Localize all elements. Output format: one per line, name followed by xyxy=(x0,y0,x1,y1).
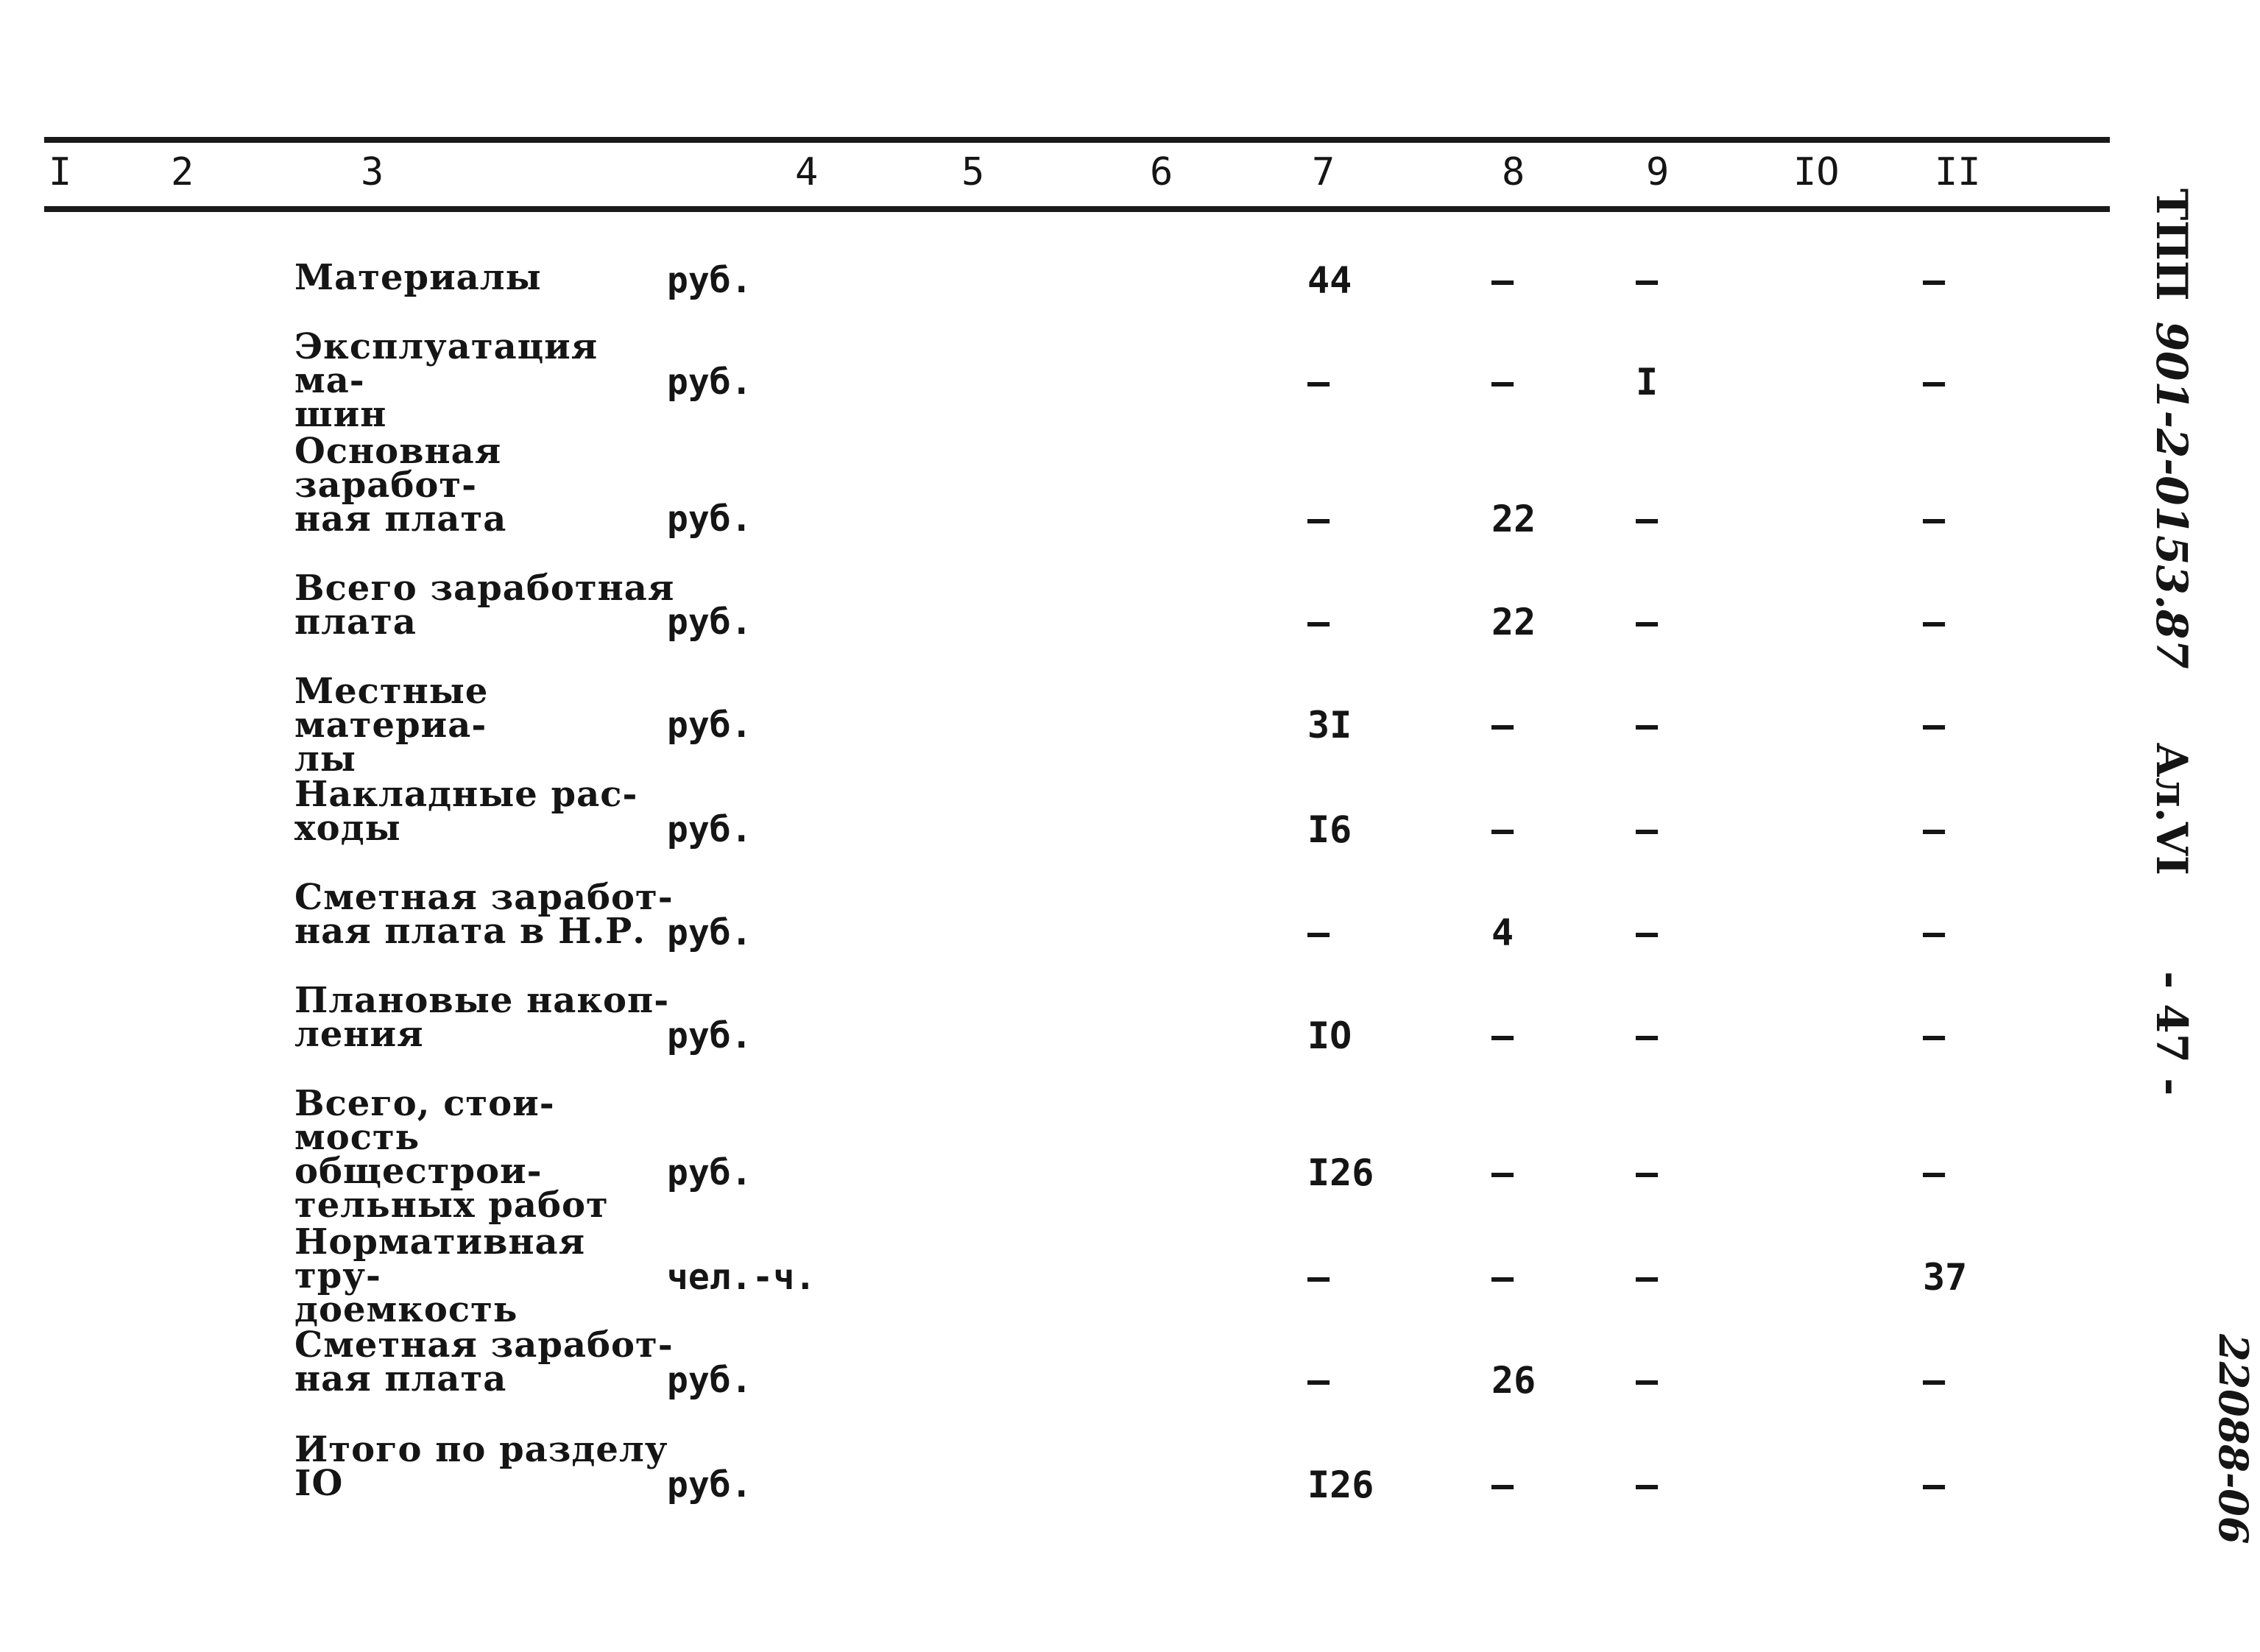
column-header-8: 8 xyxy=(1502,150,1525,194)
side-stamp-page-number: - 47 - xyxy=(2147,971,2197,1096)
cell-col-9: – xyxy=(1636,911,1659,954)
cell-col-9: – xyxy=(1636,1151,1659,1194)
row-description: Итого по разделу IO xyxy=(294,1429,668,1504)
cell-col-7: 3I xyxy=(1307,704,1352,746)
cell-col-7: – xyxy=(1307,361,1330,403)
cell-col-7: – xyxy=(1307,1256,1330,1299)
column-header-2: 2 xyxy=(171,150,194,194)
column-header-9: 9 xyxy=(1646,150,1670,194)
cell-col-9: – xyxy=(1636,1014,1659,1057)
cell-col-11: – xyxy=(1923,259,1946,302)
row-description: Всего заработная плата xyxy=(294,568,675,643)
cell-col-11: – xyxy=(1923,498,1946,540)
cell-col-7: – xyxy=(1307,601,1330,643)
cell-col-9: – xyxy=(1636,704,1659,746)
column-header-5: 5 xyxy=(961,150,985,194)
side-stamp-code: 901-2-0153.87 xyxy=(2147,321,2197,669)
column-header-6: 6 xyxy=(1150,150,1173,194)
cell-col-7: I26 xyxy=(1307,1151,1374,1194)
header-bottom-rule xyxy=(44,206,2110,212)
cell-col-8: – xyxy=(1491,1014,1514,1057)
row-unit: руб. xyxy=(667,809,752,850)
row-description: Местные материа- лы xyxy=(294,671,489,780)
cell-col-7: – xyxy=(1307,498,1330,540)
side-stamp xyxy=(2147,188,2197,1096)
column-header-10: IO xyxy=(1793,150,1840,194)
cell-col-8: – xyxy=(1491,1151,1514,1194)
cell-col-11: – xyxy=(1923,1359,1946,1402)
registration-number: 22088-06 xyxy=(2210,1334,2257,1545)
header-top-rule xyxy=(44,137,2110,143)
row-unit: руб. xyxy=(667,260,752,301)
cell-col-8: – xyxy=(1491,808,1514,851)
cell-col-7: 44 xyxy=(1307,259,1352,302)
row-unit: руб. xyxy=(667,705,752,746)
cell-col-8: 22 xyxy=(1491,601,1536,643)
row-unit: руб. xyxy=(667,498,752,540)
cell-col-7: I6 xyxy=(1307,808,1352,851)
column-header-1: I xyxy=(49,150,72,194)
cell-col-9: I xyxy=(1636,361,1659,403)
cell-col-8: 4 xyxy=(1491,911,1514,954)
row-description: Плановые накоп- ления xyxy=(294,980,670,1055)
row-description: Сметная заработ- ная плата xyxy=(294,1324,674,1399)
cell-col-9: – xyxy=(1636,601,1659,643)
cell-col-8: 26 xyxy=(1491,1359,1536,1402)
cell-col-11: – xyxy=(1923,601,1946,643)
row-unit: руб. xyxy=(667,361,752,403)
cell-col-7: I26 xyxy=(1307,1464,1374,1506)
cell-col-8: – xyxy=(1491,1464,1514,1506)
side-stamp-prefix: ТПП xyxy=(2147,188,2197,301)
row-description: Основная заработ- ная плата xyxy=(294,431,507,540)
row-unit: руб. xyxy=(667,912,752,953)
side-stamp-album: Ал.VI xyxy=(2147,742,2197,876)
cell-col-11: – xyxy=(1923,704,1946,746)
cell-col-8: – xyxy=(1491,704,1514,746)
column-header-11: II xyxy=(1935,150,1981,194)
cell-col-8: – xyxy=(1491,1256,1514,1299)
cell-col-8: – xyxy=(1491,259,1514,302)
row-description: Нормативная тру- доемкость xyxy=(294,1221,586,1330)
cell-col-9: – xyxy=(1636,1256,1659,1299)
column-header-3: 3 xyxy=(361,150,384,194)
row-unit: чел.-ч. xyxy=(667,1257,816,1298)
cell-col-11: – xyxy=(1923,1014,1946,1057)
cell-col-11: – xyxy=(1923,1151,1946,1194)
cell-col-11: 37 xyxy=(1923,1256,1968,1299)
cell-col-11: – xyxy=(1923,361,1946,403)
cell-col-8: – xyxy=(1491,361,1514,403)
row-description: Эксплуатация ма- шин xyxy=(294,326,598,435)
row-description: Сметная заработ- ная плата в Н.Р. xyxy=(294,877,674,952)
column-header-4: 4 xyxy=(795,150,819,194)
cell-col-8: 22 xyxy=(1491,498,1536,540)
row-unit: руб. xyxy=(667,601,752,643)
cell-col-9: – xyxy=(1636,1359,1659,1402)
cell-col-11: – xyxy=(1923,808,1946,851)
row-unit: руб. xyxy=(667,1152,752,1193)
cell-col-11: – xyxy=(1923,1464,1946,1506)
cell-col-9: – xyxy=(1636,1464,1659,1506)
cell-col-7: – xyxy=(1307,911,1330,954)
column-header-7: 7 xyxy=(1312,150,1335,194)
cell-col-9: – xyxy=(1636,808,1659,851)
cell-col-7: IO xyxy=(1307,1014,1352,1057)
row-description: Накладные рас- ходы xyxy=(294,774,638,849)
cell-col-11: – xyxy=(1923,911,1946,954)
row-unit: руб. xyxy=(667,1360,752,1401)
cell-col-7: – xyxy=(1307,1359,1330,1402)
row-unit: руб. xyxy=(667,1464,752,1505)
row-description: Материалы xyxy=(294,257,542,298)
row-description: Всего, стои- мость общестрои- тельных работ xyxy=(294,1083,609,1226)
cell-col-9: – xyxy=(1636,259,1659,302)
row-unit: руб. xyxy=(667,1015,752,1056)
cell-col-9: – xyxy=(1636,498,1659,540)
